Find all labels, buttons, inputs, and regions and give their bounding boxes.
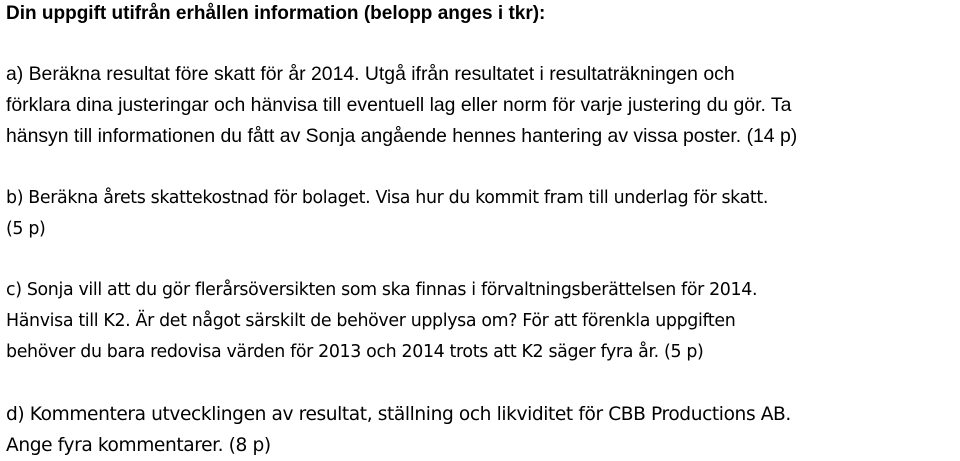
question-c xyxy=(6,275,757,368)
question-a xyxy=(6,59,797,152)
question-d-line-1: d) Kommentera utvecklingen av resultat, ställning och likviditet för CBB Productions AB. xyxy=(6,404,791,425)
question-b-line-1: b) Beräkna årets skattekostnad för bolaget. Visa hur du kommit fram till underlag för skatt. xyxy=(6,188,769,208)
question-a-line-1: a) Beräkna resultat före skatt för år 2014. Utgå ifrån resultatet i resultaträkningen och xyxy=(6,63,735,85)
question-b-line-2: (5 p) xyxy=(6,219,46,239)
question-a-line-2: förklara dina justeringar och hänvisa till eventuell lag eller norm för varje justering du gör. Ta xyxy=(6,94,792,116)
question-b xyxy=(6,183,768,245)
question-d-line-2: Ange fyra kommentarer. (8 p) xyxy=(6,435,271,456)
question-a-line-3: hänsyn till informationen du fått av Sonja angående hennes hantering av vissa poster. (14 p) xyxy=(6,125,798,147)
question-c-line-2: Hänvisa till K2. Är det något särskilt de behöver upplysa om? För att förenkla uppgiften xyxy=(6,311,736,331)
question-d xyxy=(6,399,791,461)
exam-page xyxy=(6,0,956,456)
question-c-line-3: behöver du bara redovisa värden för 2013 och 2014 trots att K2 säger fyra år. (5 p) xyxy=(6,342,704,362)
question-c-line-1: c) Sonja vill att du gör flerårsöversikten som ska finnas i förvaltningsberättelsen för 2014. xyxy=(6,280,758,300)
task-heading: Din uppgift utifrån erhållen information (belopp anges i tkr): xyxy=(6,3,546,24)
